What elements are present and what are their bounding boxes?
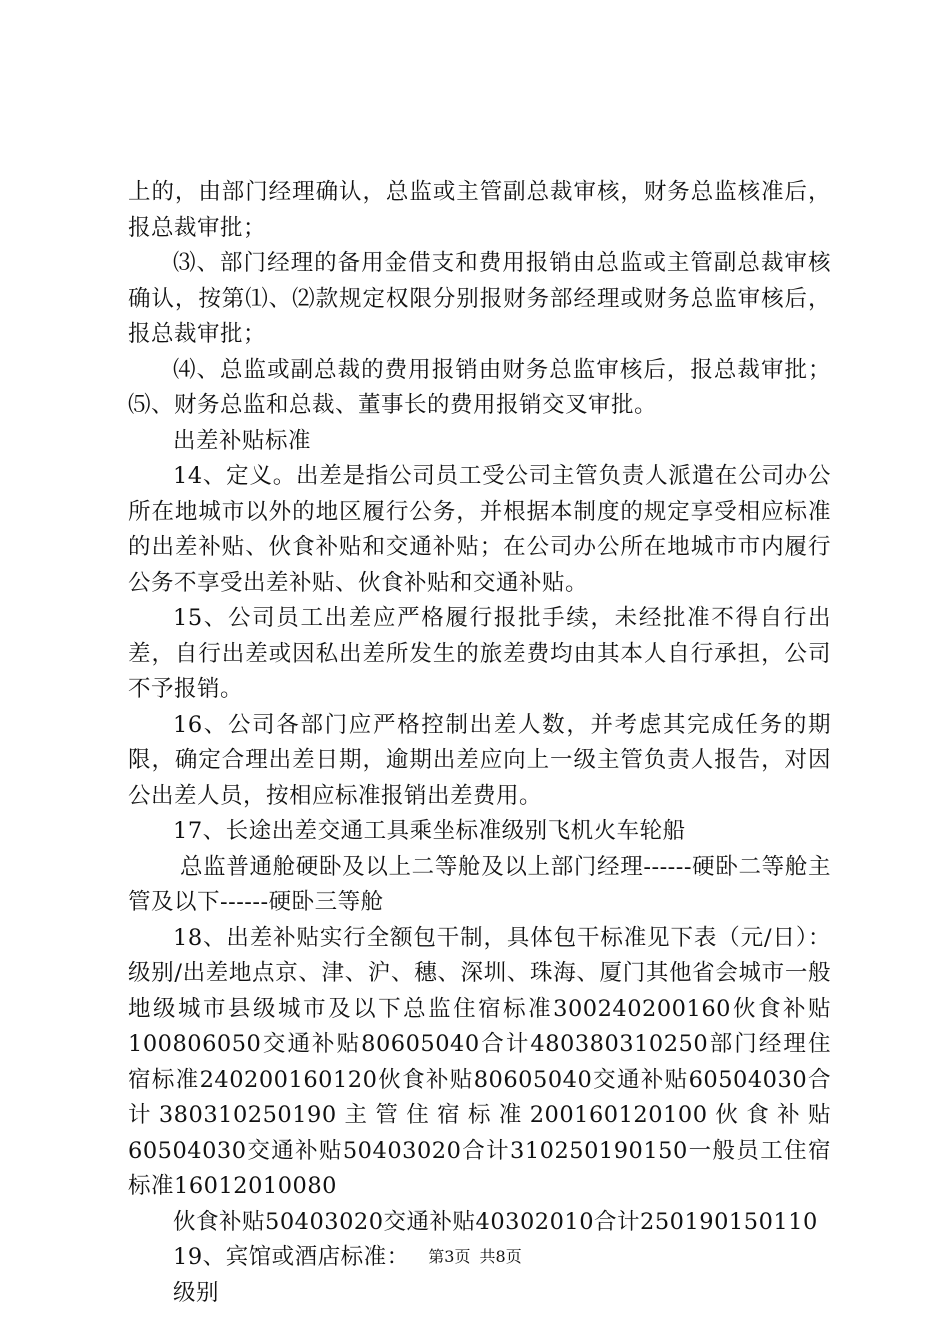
page-footer xyxy=(0,1244,950,1267)
paragraph-item-3: ⑶、部门经理的备用金借支和费用报销由总监或主管副总裁审核确认，按第⑴、⑵款规定权限分别报财务部经理或财务总监审核后，报总裁审批； xyxy=(128,250,831,347)
section-heading: 出差补贴标准 xyxy=(173,427,312,454)
paragraph-17-detail: 总监普通舱硬卧及以上二等舱及以上部门经理------硬卧二等舱主管及以下------硬卧三等舱 xyxy=(128,853,831,915)
paragraph-14: 14、定义。出差是指公司员工受公司主管负责人派遣在公司办公所在地城市以外的地区履行公务，并根据本制度的规定享受相应标准的出差补贴、伙食补贴和交通补贴；在公司办公所在地城市市内履行公务不享受出差补贴、伙食补贴和交通补贴。 xyxy=(128,463,831,596)
paragraph-18: 18、出差补贴实行全额包干制，具体包干标准见下表（元/日）：级别/出差地点京、津、沪、穗、深圳、珠海、厦门其他省会城市一般地级城市县级城市及以下总监住宿标准300240200160伙食补贴100806050交通补贴80605040合计480380310250部门经理住宿标准240200160120伙食补贴80605040交通补贴60504030合计380310250190主管住宿标准200160120100伙食补贴60504030交通补贴50403020合计310250190150一般员工住宿标准16012010080 xyxy=(128,924,831,1199)
paragraph-17: 17、长途出差交通工具乘坐标准级别飞机火车轮船 xyxy=(173,818,686,844)
page-total: 共8页 xyxy=(479,1247,522,1266)
document-body xyxy=(128,175,831,1311)
paragraph-level: 级别 xyxy=(173,1279,220,1306)
paragraph-16: 16、公司各部门应严格控制出差人数，并考虑其完成任务的期限，确定合理出差日期，逾期出差应向上一级主管负责人报告，对因公出差人员，按相应标准报销出差费用。 xyxy=(128,711,831,809)
paragraph-item-4-5: ⑷、总监或副总裁的费用报销由财务总监审核后，报总裁审批；⑸、财务总监和总裁、董事长的费用报销交叉审批。 xyxy=(128,356,831,418)
paragraph-18-continued: 伙食补贴50403020交通补贴40302010合计250190150110 xyxy=(173,1208,818,1235)
paragraph-continuation: 上的，由部门经理确认，总监或主管副总裁审核，财务总监核准后，报总裁审批； xyxy=(128,179,831,241)
paragraph-15: 15、公司员工出差应严格履行报批手续，未经批准不得自行出差，自行出差或因私出差所发生的旅差费均由其本人自行承担，公司不予报销。 xyxy=(128,605,831,702)
page-number: 第3页 xyxy=(428,1247,471,1266)
paragraph-19: 19、宾馆或酒店标准： xyxy=(173,1244,410,1270)
